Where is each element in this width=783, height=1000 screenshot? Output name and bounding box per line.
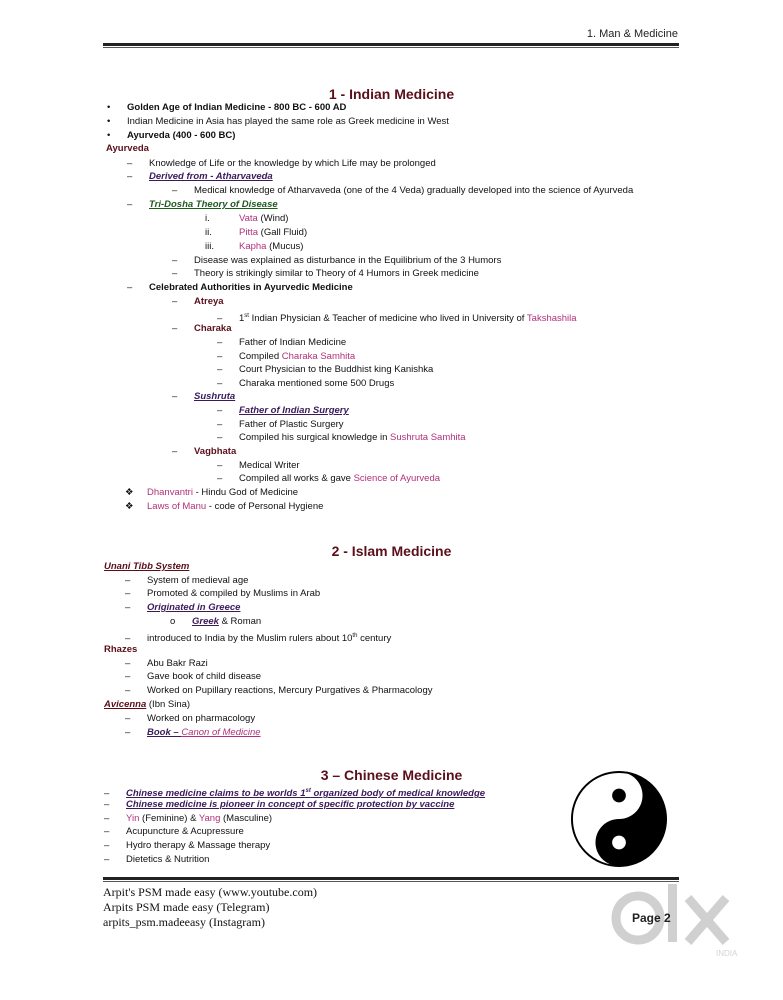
rhazes-child-disease: – Gave book of child disease [125,671,262,682]
dosha-vata: i. Vata (Wind) [205,213,289,224]
rhazes-heading: Rhazes [104,644,138,655]
watermark-sub: INDIA [716,949,738,958]
unani-promoted: – Promoted & compiled by Muslims in Arab [125,588,321,599]
bullet-ayurveda-period: • Ayurveda (400 - 600 BC) [107,130,236,141]
dhanvantri: ❖ Dhanvantri - Hindu God of Medicine [125,487,299,498]
vagbhata-writer: – Medical Writer [217,460,300,471]
sushruta-plastic: – Father of Plastic Surgery [217,419,344,430]
authority-vagbhata: – Vagbhata [172,446,237,457]
charaka-court: – Court Physician to the Buddhist king Kanishka [217,364,434,375]
tri-dosha-heading: – Tri-Dosha Theory of Disease [127,199,278,210]
chinese-dietetics: – Dietetics & Nutrition [104,854,210,865]
ayurveda-derived-from: – Derived from - Atharvaveda [127,171,273,182]
ayurveda-knowledge-of-life: – Knowledge of Life or the knowledge by which Life may be prolonged [127,158,436,169]
authority-atreya: – Atreya [172,296,224,307]
footer-youtube: Arpit's PSM made easy (www.youtube.com) [103,885,318,899]
ayurveda-heading: Ayurveda [106,143,149,154]
rhazes-work: – Worked on Pupillary reactions, Mercury Purgatives & Pharmacology [125,685,433,696]
footer-telegram: Arpits PSM made easy (Telegram) [103,900,270,914]
dosha-pitta: ii. Pitta (Gall Fluid) [205,227,308,238]
page-number: Page 2 [632,911,671,925]
humors-disturbance: – Disease was explained as disturbance in the Equilibrium of the 3 Humors [172,255,502,266]
rhazes-name: – Abu Bakr Razi [125,658,208,669]
avicenna-pharmacology: – Worked on pharmacology [125,713,256,724]
atreya-detail: – 1st Indian Physician & Teacher of medicine who lived in University of Takshashila [217,313,577,325]
humors-similarity: – Theory is strikingly similar to Theory of 4 Humors in Greek medicine [172,268,479,279]
unani-originated: – Originated in Greece [125,602,241,613]
unani-introduced: – introduced to India by the Muslim rulers about 10th century [125,633,392,645]
dosha-kapha: iii. Kapha (Mucus) [205,241,304,252]
laws-of-manu: ❖ Laws of Manu - code of Personal Hygiene [125,501,324,512]
footer-rule [103,877,679,882]
unani-greek-roman: o Greek & Roman [170,616,262,627]
header-rule [103,43,679,48]
celebrated-authorities: – Celebrated Authorities in Ayurvedic Medicine [127,282,353,293]
sushruta-samhita: – Compiled his surgical knowledge in Sushruta Samhita [217,432,466,443]
section-title-chinese: 3 – Chinese Medicine [320,767,463,783]
avicenna-heading: Avicenna (Ibn Sina) [104,699,191,710]
footer-instagram: arpits_psm.madeeasy (Instagram) [103,915,265,929]
section-title-islam: 2 - Islam Medicine [331,543,452,559]
olx-watermark-icon [608,880,740,960]
section-title-indian: 1 - Indian Medicine [328,86,455,102]
authority-sushruta: – Sushruta [172,391,236,402]
atharvaveda-knowledge: – Medical knowledge of Atharvaveda (one of the 4 Veda) gradually developed into the science of Ayurveda [172,185,634,196]
charaka-father: – Father of Indian Medicine [217,337,347,348]
charaka-samhita: – Compiled Charaka Samhita [217,351,356,362]
chinese-hydro: – Hydro therapy & Massage therapy [104,840,271,851]
avicenna-book: – Book – Canon of Medicine [125,727,261,738]
unani-heading: Unani Tibb System [104,561,190,572]
unani-medieval: – System of medieval age [125,575,249,586]
charaka-drugs: – Charaka mentioned some 500 Drugs [217,378,395,389]
chinese-vaccine: – Chinese medicine is pioneer in concept of specific protection by vaccine [104,799,455,810]
bullet-asia-role: • Indian Medicine in Asia has played the same role as Greek medicine in West [107,116,449,127]
vagbhata-compiled: – Compiled all works & gave Science of Ayurveda [217,473,441,484]
authority-charaka: – Charaka [172,323,232,334]
chinese-claims: – Chinese medicine claims to be worlds 1st organized body of medical knowledge [104,788,486,800]
chapter-title: 1. Man & Medicine [586,28,678,40]
bullet-golden-age: • Golden Age of Indian Medicine - 800 BC - 600 AD [107,102,347,113]
sushruta-surgery: – Father of Indian Surgery [217,405,349,416]
yin-yang-icon [570,770,668,868]
chinese-acupuncture: – Acupuncture & Acupressure [104,826,244,837]
chinese-yin-yang: – Yin (Feminine) & Yang (Masculine) [104,813,273,824]
